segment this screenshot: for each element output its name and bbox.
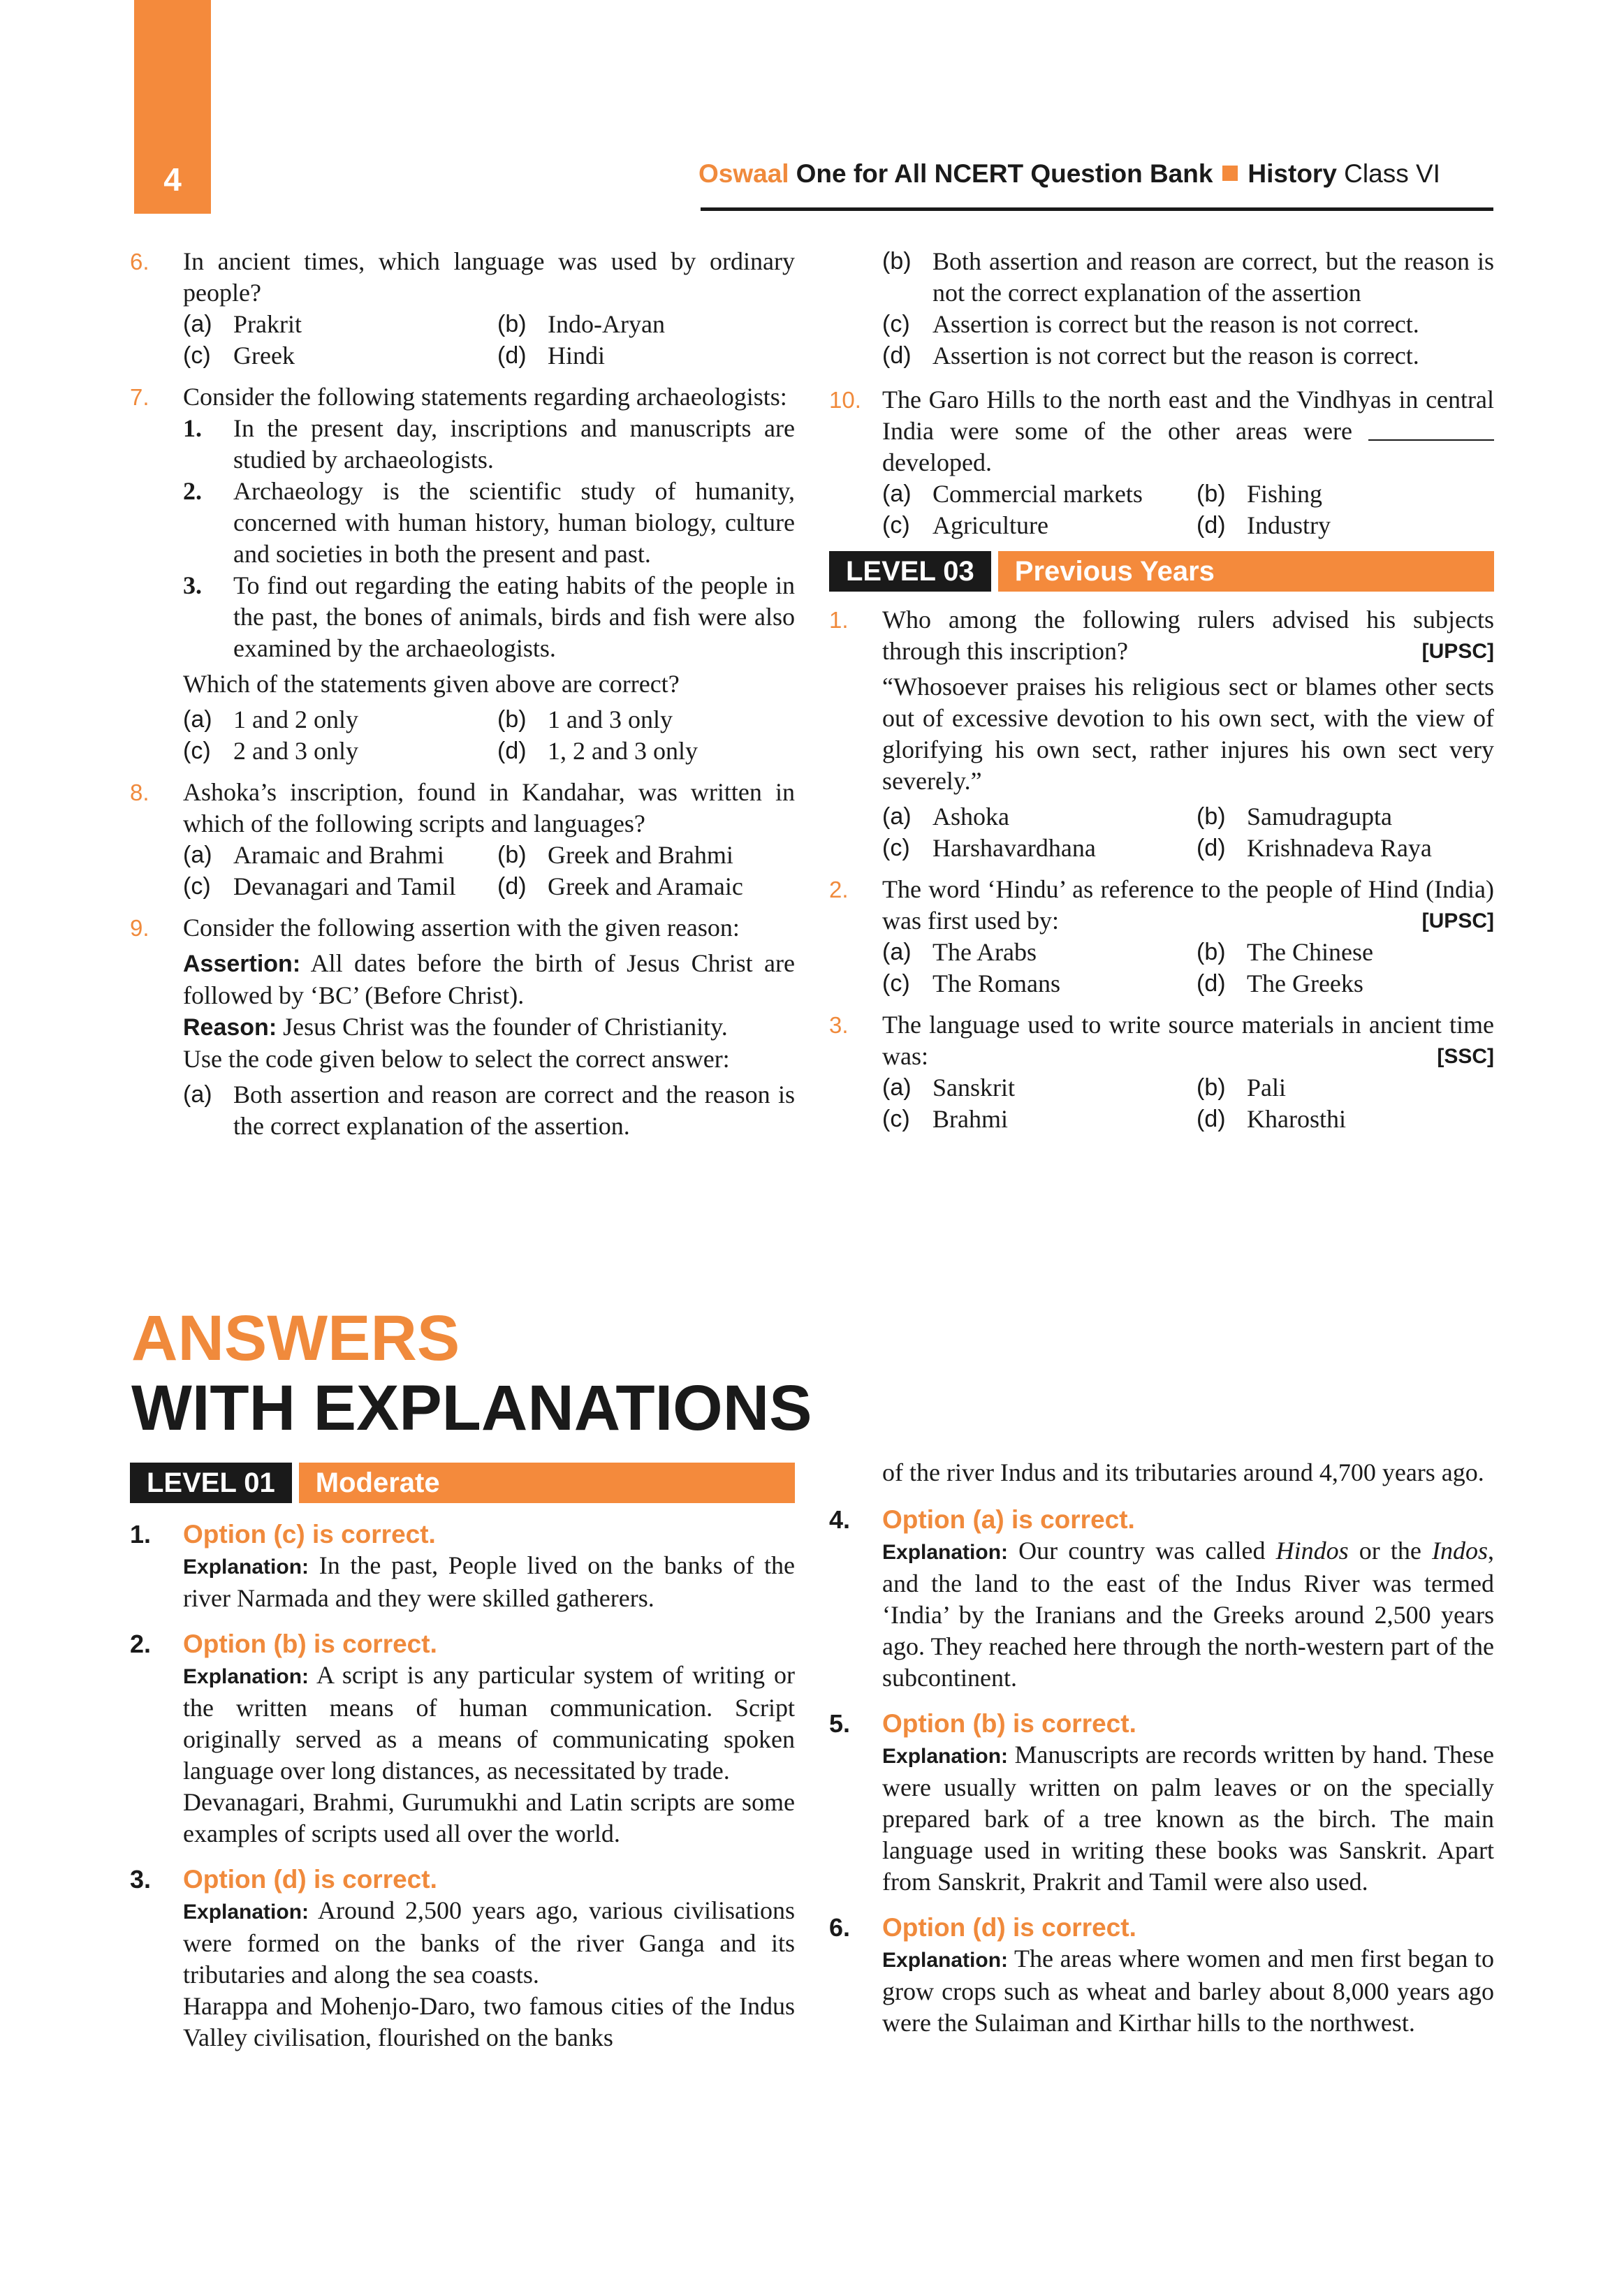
question-text: Consider the following statements regarding archaeologists: bbox=[183, 383, 787, 411]
option-b: (b) Indo-Aryan bbox=[497, 310, 665, 338]
option-b: (b) 1 and 3 only bbox=[497, 705, 673, 733]
answer-number: 4. bbox=[829, 1505, 851, 1534]
explanation: Explanation: The areas where women and men first began to grow crops such as wheat and barley about 8,000 years ago were the Sulaiman and Kirthar hills to the northwest. bbox=[882, 1945, 1494, 2037]
explanation: Explanation: Around 2,500 years ago, various civilisations were formed on the banks of the river Ganga and its tributaries and along the sea coasts. bbox=[183, 1896, 795, 1989]
level-03-bar bbox=[829, 551, 1494, 592]
option-a: (a) Aramaic and Brahmi bbox=[183, 841, 444, 869]
page-number-tab bbox=[134, 0, 211, 214]
instruction: Use the code given below to select the correct answer: bbox=[183, 1045, 730, 1073]
exam-tag: [SSC] bbox=[1437, 1045, 1494, 1068]
option-a: (a) Both assertion and reason are correct and the reason is the correct explanation of the assertion. bbox=[183, 1081, 795, 1140]
answer-5 bbox=[829, 1708, 1494, 1898]
question-number: 7. bbox=[130, 384, 149, 410]
answer-3 bbox=[130, 1864, 795, 2054]
fill-in-blank bbox=[1368, 418, 1494, 441]
option-b: (b) The Chinese bbox=[1197, 938, 1373, 966]
question-text: Consider the following assertion with the given reason: bbox=[183, 914, 740, 942]
option-d: (d) Krishnadeva Raya bbox=[1197, 834, 1432, 862]
option-grid bbox=[882, 1072, 1494, 1135]
answer-6 bbox=[829, 1912, 1494, 2039]
exam-tag: [UPSC] bbox=[1421, 909, 1494, 932]
statement-3: 3. To find out regarding the eating habits of the people in the past, the bones of animals, birds and fish were also examined by the archaeologists. bbox=[183, 571, 795, 662]
square-bullet-icon bbox=[1222, 166, 1238, 181]
option-c: (c) Agriculture bbox=[882, 511, 1048, 539]
option-d: (d) Kharosthi bbox=[1197, 1105, 1346, 1133]
assertion: Assertion: All dates before the birth of Jesus Christ are followed by ‘BC’ (Before Christ). bbox=[183, 949, 795, 1009]
answer-option: Option (d) is correct. bbox=[183, 1865, 437, 1894]
answers-heading bbox=[131, 1303, 812, 1443]
reason: Reason: Jesus Christ was the founder of Christianity. bbox=[183, 1013, 728, 1041]
previous-year-question-2 bbox=[829, 874, 1494, 1000]
answer-option: Option (d) is correct. bbox=[882, 1913, 1136, 1942]
option-d: (d) Greek and Aramaic bbox=[497, 872, 743, 900]
option-a: (a) Ashoka bbox=[882, 803, 1009, 830]
inscription-quote: “Whosoever praises his religious sect or blames other sects out of excessive devotion to his own sect, with the view of glorifying his own sect, rather injures his own sect very severely.” bbox=[882, 673, 1494, 795]
question-number: 3. bbox=[829, 1012, 849, 1038]
question-number: 10. bbox=[829, 387, 861, 413]
answers-title-line-2: WITH EXPLANATIONS bbox=[131, 1372, 812, 1444]
option-grid bbox=[183, 840, 795, 902]
option-b: (b) Pali bbox=[1197, 1074, 1287, 1101]
series-title: One for All NCERT Question Bank bbox=[796, 159, 1213, 188]
option-d: (d) Industry bbox=[1197, 511, 1331, 539]
level-name: Moderate bbox=[299, 1463, 795, 1503]
question-number: 6. bbox=[130, 249, 149, 274]
subject-name: History bbox=[1248, 159, 1337, 188]
option-d: (d) Assertion is not correct but the reason is correct. bbox=[882, 342, 1419, 369]
question-text: In ancient times, which language was used by ordinary people? bbox=[183, 247, 795, 307]
page-number: 4 bbox=[163, 161, 182, 198]
exam-tag: [UPSC] bbox=[1421, 640, 1494, 663]
previous-year-question-1 bbox=[829, 604, 1494, 864]
header-rule bbox=[701, 207, 1493, 211]
answer-2 bbox=[130, 1628, 795, 1850]
level-name: Previous Years bbox=[998, 551, 1494, 592]
answer-option: Option (c) is correct. bbox=[183, 1520, 436, 1549]
option-b: (b) Greek and Brahmi bbox=[497, 841, 733, 869]
option-grid bbox=[183, 704, 795, 767]
question-number: 8. bbox=[130, 779, 149, 805]
answer-number: 5. bbox=[829, 1709, 851, 1738]
statement-1: 1. In the present day, inscriptions and manuscripts are studied by archaeologists. bbox=[183, 414, 795, 474]
option-b: (b) Both assertion and reason are correct, but the reason is not the correct explanation of the assertion bbox=[882, 247, 1494, 307]
answer-number: 6. bbox=[829, 1913, 851, 1942]
statement-2: 2. Archaeology is the scientific study of humanity, concerned with human history, human biology, culture and societies in both the present and past. bbox=[183, 477, 795, 568]
option-grid bbox=[183, 309, 795, 372]
question-6 bbox=[130, 246, 795, 372]
answer-option: Option (a) is correct. bbox=[882, 1505, 1135, 1534]
level-01-bar bbox=[130, 1463, 795, 1503]
option-c: (c) Devanagari and Tamil bbox=[183, 872, 456, 900]
option-c: (c) Greek bbox=[183, 342, 295, 369]
answer-number: 2. bbox=[130, 1630, 152, 1658]
option-c: (c) Harshavardhana bbox=[882, 834, 1096, 862]
option-grid bbox=[882, 478, 1494, 541]
questions-right-column bbox=[829, 246, 1494, 1145]
option-d: (d) 1, 2 and 3 only bbox=[497, 737, 698, 765]
question-8 bbox=[130, 777, 795, 902]
option-a: (a) The Arabs bbox=[882, 938, 1037, 966]
option-a: (a) 1 and 2 only bbox=[183, 705, 358, 733]
question-text: The word ‘Hindu’ as reference to the people of Hind (India) was first used by: [UPSC] bbox=[882, 874, 1494, 937]
answer-number: 1. bbox=[130, 1520, 152, 1549]
answer-4 bbox=[829, 1504, 1494, 1694]
question-9-continued bbox=[829, 246, 1494, 372]
option-grid bbox=[882, 801, 1494, 864]
option-b: (b) Samudragupta bbox=[1197, 803, 1392, 830]
answer-3-continued: of the river Indus and its tributaries around 4,700 years ago. bbox=[882, 1458, 1484, 1486]
option-grid bbox=[882, 937, 1494, 1000]
answer-number: 3. bbox=[130, 1865, 152, 1894]
answer-option: Option (b) is correct. bbox=[183, 1630, 437, 1658]
question-number: 9. bbox=[130, 915, 149, 941]
option-c: (c) 2 and 3 only bbox=[183, 737, 358, 765]
option-c: (c) Brahmi bbox=[882, 1105, 1008, 1133]
option-c: (c) The Romans bbox=[882, 969, 1060, 997]
explanation-paragraph: Devanagari, Brahmi, Gurumukhi and Latin scripts are some examples of scripts used all over the world. bbox=[183, 1788, 795, 1847]
question-10 bbox=[829, 384, 1494, 541]
answer-1 bbox=[130, 1518, 795, 1614]
option-a: (a) Prakrit bbox=[183, 310, 302, 338]
question-text: The Garo Hills to the north east and the Vindhyas in central India were some of the other areas were developed. bbox=[882, 386, 1494, 476]
questions-left-column bbox=[130, 246, 795, 1152]
explanation: Explanation: In the past, People lived on the banks of the river Narmada and they were skilled gatherers. bbox=[183, 1551, 796, 1612]
option-b: (b) Fishing bbox=[1197, 480, 1323, 508]
option-d: (d) Hindi bbox=[497, 342, 606, 369]
question-prompt: Which of the statements given above are correct? bbox=[183, 670, 680, 698]
level-label: LEVEL 01 bbox=[130, 1463, 292, 1503]
previous-year-question-3 bbox=[829, 1009, 1494, 1135]
explanation: Explanation: Manuscripts are records written by hand. These were usually written on palm leaves or on the specially prepared bark of a tree known as the birch. The main language used in writing these books was Sanskrit. Apart from Sanskrit, Prakrit and Tamil were also used. bbox=[882, 1741, 1495, 1896]
explanation-paragraph: Harappa and Mohenjo-Daro, two famous cities of the Indus Valley civilisation, flourished on the banks bbox=[183, 1992, 795, 2051]
class-name: Class VI bbox=[1336, 159, 1440, 188]
question-number: 2. bbox=[829, 877, 849, 902]
option-d: (d) The Greeks bbox=[1197, 969, 1363, 997]
question-text: Ashoka’s inscription, found in Kandahar, was written in which of the following scripts and languages? bbox=[183, 778, 795, 837]
question-text: The language used to write source materials in ancient time was: [SSC] bbox=[882, 1009, 1494, 1072]
answers-right-column bbox=[829, 1457, 1494, 2053]
answers-left-column bbox=[130, 1463, 795, 2067]
question-9 bbox=[130, 912, 795, 1142]
explanation: Explanation: Our country was called Hindos or the Indos, and the land to the east of the Indus River was termed ‘India’ by the Iranians and the Greeks around 2,500 years ago. They reached here through the north-western part of the subcontinent. bbox=[882, 1537, 1494, 1692]
explanation: Explanation: A script is any particular system of writing or the written means of human communication. Script originally served as a means of communicating spoken language over long distances, as necessitated by trade. bbox=[183, 1661, 796, 1785]
running-head bbox=[698, 159, 1440, 189]
question-7 bbox=[130, 381, 795, 767]
level-label: LEVEL 03 bbox=[829, 551, 991, 592]
option-a: (a) Sanskrit bbox=[882, 1074, 1016, 1101]
answers-title-line-1: ANSWERS bbox=[131, 1303, 460, 1374]
option-a: (a) Commercial markets bbox=[882, 480, 1143, 508]
brand-name: Oswaal bbox=[698, 159, 789, 188]
option-c: (c) Assertion is correct but the reason is not correct. bbox=[882, 310, 1419, 338]
question-number: 1. bbox=[829, 607, 849, 633]
question-text: Who among the following rulers advised his subjects through this inscription? [UPSC] bbox=[882, 604, 1494, 667]
answer-option: Option (b) is correct. bbox=[882, 1709, 1136, 1738]
